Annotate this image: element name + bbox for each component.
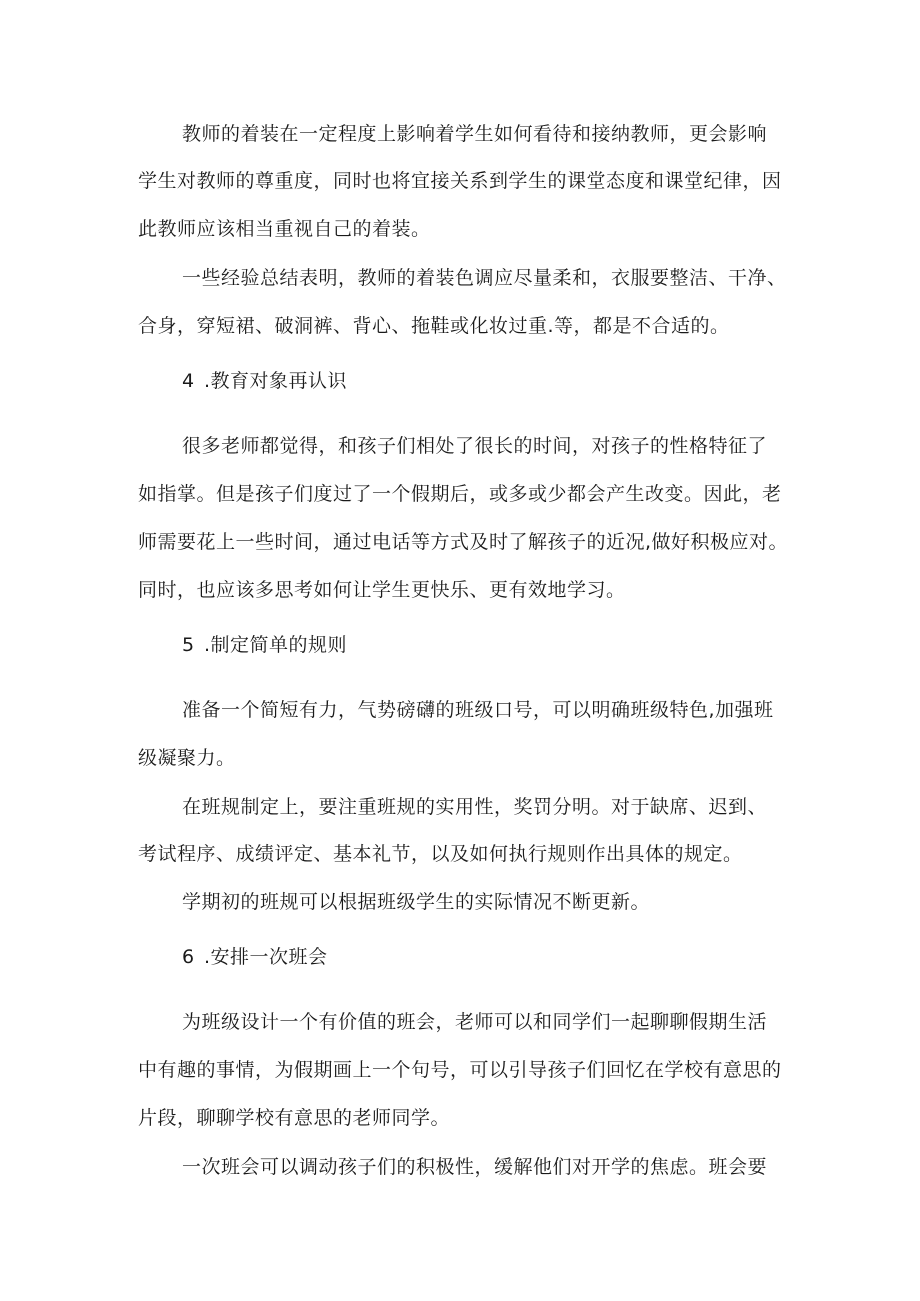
- paragraph-line: 学期初的班规可以根据班级学生的实际情况不断更新。: [182, 891, 651, 913]
- paragraph-line: 一次班会可以调动孩子们的积极性，缓解他们对开学的焦虑。班会要: [182, 1156, 768, 1178]
- paragraph-line: 片段，聊聊学校有意思的老师同学。: [138, 1107, 451, 1129]
- paragraph-line: 很多老师都觉得，和孩子们相处了很长的时间，对孩子的性格特征了: [182, 435, 768, 457]
- paragraph-line: 同时，也应该多思考如何让学生更快乐、更有效地学习。: [138, 579, 626, 601]
- paragraph-line: 准备一个简短有力，气势磅礴的班级口号，可以明确班级特色,加强班: [182, 699, 774, 721]
- paragraph-line: 在班规制定上，要注重班规的实用性，奖罚分明。对于缺席、迟到、: [182, 796, 768, 818]
- paragraph-line: 合身，穿短裙、破洞裤、背心、拖鞋或化妆过重.等，都是不合适的。: [138, 315, 730, 337]
- section-title: .教育对象再认识: [204, 370, 348, 392]
- section-title: .制定简单的规则: [204, 634, 348, 656]
- section-heading: [182, 369, 347, 393]
- paragraph-line: 中有趣的事情，为假期画上一个句号，可以引导孩子们回忆在学校有意思的: [138, 1059, 782, 1081]
- paragraph-line: 为班级设计一个有价值的班会，老师可以和同学们一起聊聊假期生活: [182, 1011, 768, 1033]
- paragraph-line: 师需要花上一些时间，通过电话等方式及时了解孩子的近况,做好积极应对。: [138, 531, 789, 553]
- paragraph-line: 如指掌。但是孩子们度过了一个假期后，或多或少都会产生改变。因此，老: [138, 483, 782, 505]
- section-number: 6: [182, 946, 195, 968]
- section-number: 5: [182, 634, 195, 656]
- paragraph-line: 级凝聚力。: [138, 747, 236, 769]
- paragraph-line: 考试程序、成绩评定、基本礼节，以及如何执行规则作出具体的规定。: [138, 843, 743, 865]
- section-heading: [182, 945, 328, 969]
- paragraph-line: 学生对教师的尊重度，同时也将宜接关系到学生的课堂态度和课堂纪律，因: [138, 170, 782, 192]
- section-heading: [182, 633, 347, 657]
- section-number: 4: [182, 370, 195, 392]
- section-title: .安排一次班会: [204, 946, 328, 968]
- paragraph-line: 一些经验总结表明，教师的着装色调应尽量柔和，衣服要整洁、干净、: [182, 267, 787, 289]
- paragraph-line: 此教师应该相当重视自己的着装。: [138, 218, 431, 240]
- paragraph-line: 教师的着装在一定程度上影响着学生如何看待和接纳教师，更会影响: [182, 123, 768, 145]
